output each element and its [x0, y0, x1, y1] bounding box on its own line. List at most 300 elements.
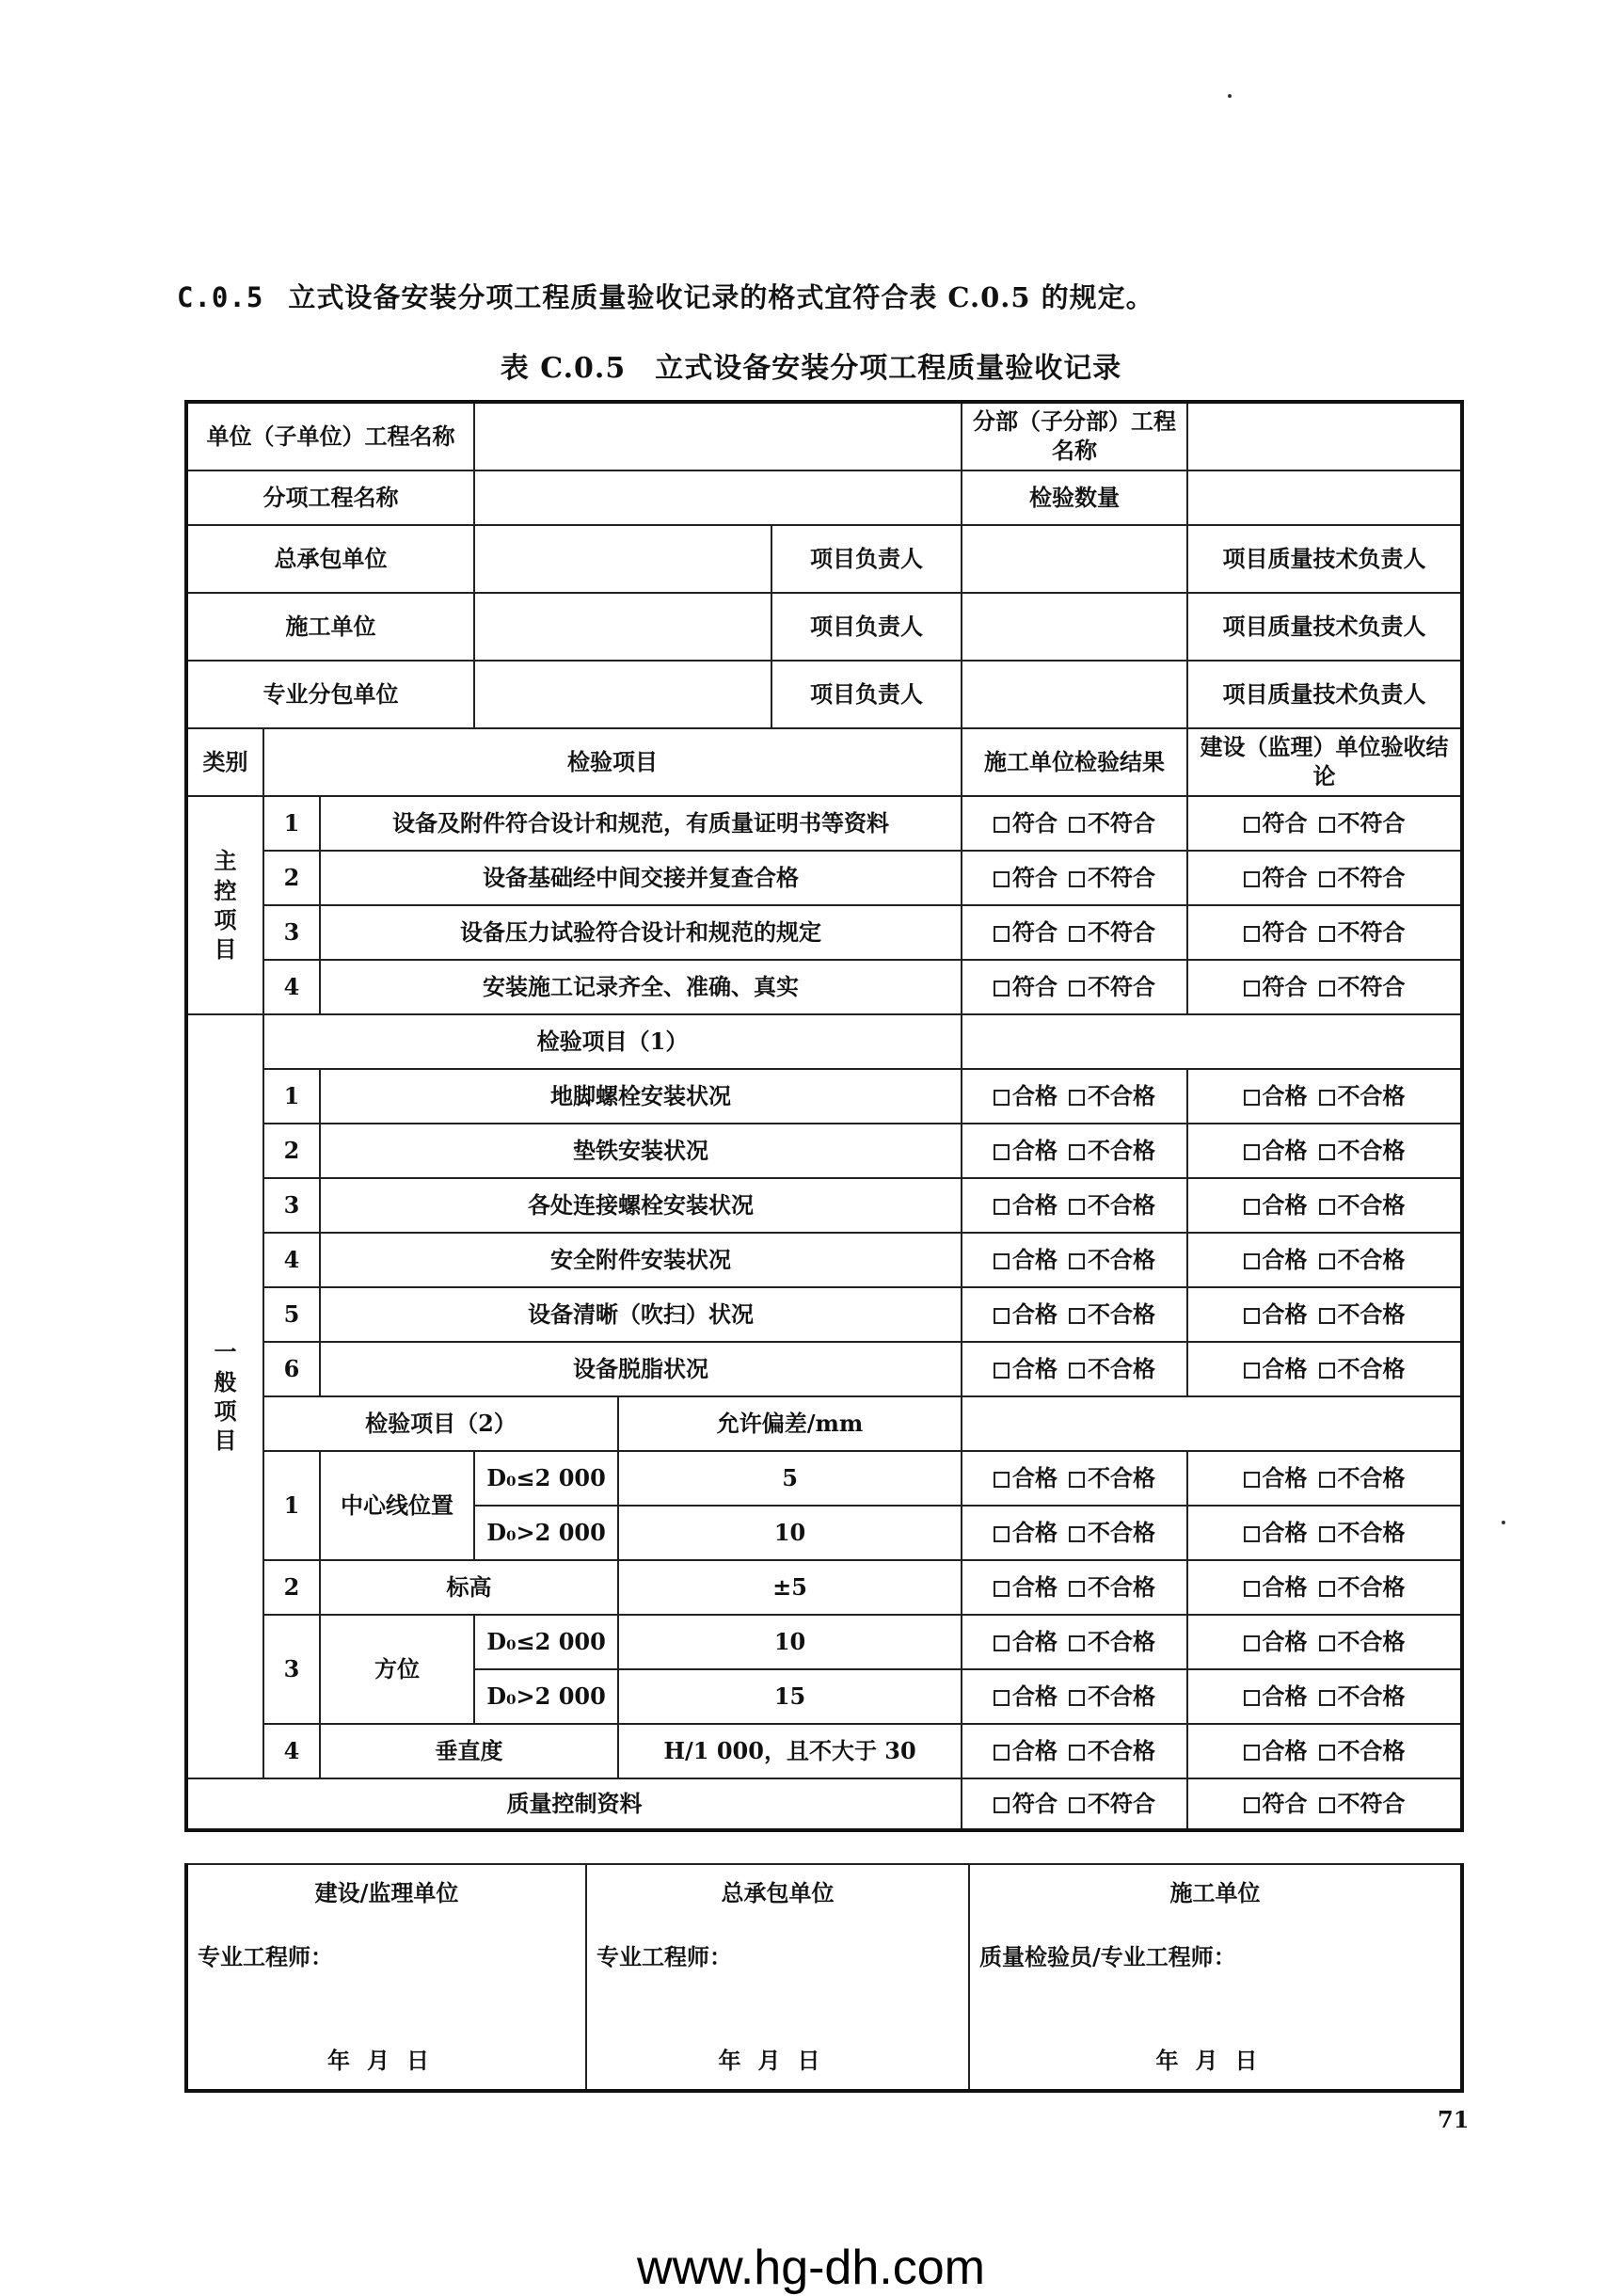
checkbox-icon[interactable]	[1244, 1253, 1260, 1269]
construction-result-cell[interactable]	[962, 1287, 1187, 1342]
check-options	[994, 1682, 1155, 1710]
pass-option[interactable]	[1244, 1246, 1308, 1273]
conform-option[interactable]	[1244, 973, 1308, 1000]
checkbox-icon[interactable]	[1319, 1635, 1335, 1651]
general-group2-header-row	[186, 1396, 1462, 1451]
conform-option[interactable]	[994, 1790, 1057, 1817]
pass-option[interactable]	[994, 1573, 1057, 1601]
checkbox-icon[interactable]	[994, 926, 1010, 942]
fail-option[interactable]	[1319, 1082, 1406, 1109]
option-label: 合格	[1262, 1463, 1308, 1491]
checkbox-icon[interactable]	[994, 1745, 1010, 1761]
option-label: 合格	[1262, 1518, 1308, 1546]
pass-option[interactable]	[994, 1355, 1057, 1382]
supervision-conclusion-cell[interactable]	[1187, 1669, 1462, 1724]
checkbox-icon[interactable]	[1244, 1199, 1260, 1215]
option-label: 不合格	[1337, 1081, 1406, 1109]
check-options	[1244, 1137, 1406, 1164]
not-conform-option[interactable]	[1319, 1790, 1406, 1817]
construction-result-cell[interactable]	[962, 960, 1187, 1014]
checkbox-icon[interactable]	[994, 1797, 1010, 1813]
clause-text: 立式设备安装分项工程质量验收记录的格式宜符合表 C.0.5 的规定。	[288, 281, 1154, 313]
option-label: 不合格	[1337, 1736, 1406, 1764]
item-number: 2	[263, 1560, 320, 1615]
conform-option[interactable]	[994, 864, 1057, 891]
checkbox-icon[interactable]	[994, 1308, 1010, 1324]
option-label: 不合格	[1337, 1627, 1406, 1655]
fail-option[interactable]	[1319, 1573, 1406, 1601]
fail-option[interactable]	[1069, 1246, 1155, 1273]
supervision-conclusion-cell[interactable]	[1187, 1124, 1462, 1178]
supervision-conclusion-cell[interactable]	[1187, 1342, 1462, 1396]
checkbox-icon[interactable]	[1319, 1745, 1335, 1761]
construction-result-cell[interactable]	[962, 1669, 1187, 1724]
checkbox-icon[interactable]	[1319, 1144, 1335, 1160]
option-label: 不符合	[1337, 863, 1406, 891]
construction-result-cell[interactable]	[962, 1069, 1187, 1124]
item-text: 垫铁安装状况	[320, 1124, 962, 1178]
checkbox-icon[interactable]	[1244, 817, 1260, 833]
option-label: 符合	[1012, 863, 1058, 891]
checkbox-icon[interactable]	[1244, 1690, 1260, 1706]
option-label: 不合格	[1337, 1299, 1406, 1328]
checkbox-icon[interactable]	[1319, 1797, 1335, 1813]
not-conform-option[interactable]	[1319, 973, 1406, 1000]
checkbox-icon[interactable]	[1244, 926, 1260, 942]
item-number: 1	[263, 1069, 320, 1124]
option-label: 合格	[1262, 1572, 1308, 1601]
checkbox-icon[interactable]	[1244, 871, 1260, 887]
signature-date: 年月日	[1155, 2047, 1275, 2074]
subitem-value[interactable]	[474, 470, 962, 525]
fail-option[interactable]	[1319, 1628, 1406, 1655]
pass-option[interactable]	[1244, 1519, 1308, 1546]
check-options	[994, 1464, 1155, 1491]
fail-option[interactable]	[1069, 1519, 1155, 1546]
pass-option[interactable]	[1244, 1464, 1308, 1491]
checkbox-icon[interactable]	[1244, 1526, 1260, 1542]
general-item-row	[186, 1178, 1462, 1233]
not-conform-option[interactable]	[1069, 1790, 1155, 1817]
fail-option[interactable]	[1069, 1573, 1155, 1601]
fail-option[interactable]	[1319, 1191, 1406, 1219]
checkbox-icon[interactable]	[1069, 1090, 1085, 1106]
quality-tech-label: 项目质量技术负责人	[1187, 661, 1462, 728]
conform-option[interactable]	[994, 973, 1057, 1000]
fail-option[interactable]	[1069, 1628, 1155, 1655]
pass-option[interactable]	[1244, 1082, 1308, 1109]
checkbox-icon[interactable]	[1319, 1363, 1335, 1379]
option-label: 合格	[1012, 1354, 1058, 1382]
signature-role: 专业工程师：	[198, 1943, 333, 1970]
checkbox-icon[interactable]	[994, 1363, 1010, 1379]
pass-option[interactable]	[1244, 1191, 1308, 1219]
pass-option[interactable]	[994, 1628, 1057, 1655]
fail-option[interactable]	[1319, 1737, 1406, 1764]
fail-option[interactable]	[1069, 1137, 1155, 1164]
signature-date: 年月日	[718, 2047, 837, 2074]
condition: D₀≤2 000	[474, 1615, 618, 1669]
quality-docs-row	[186, 1778, 1462, 1830]
construction-result-cell[interactable]	[962, 1560, 1187, 1615]
construction-result-cell[interactable]	[962, 1178, 1187, 1233]
pass-option[interactable]	[1244, 1300, 1308, 1328]
watermark-url: www.hg-dh.com	[637, 2240, 985, 2295]
header-row-general-contractor	[186, 525, 1462, 593]
group2-title: 检验项目（2）	[263, 1396, 618, 1451]
pass-option[interactable]	[1244, 1682, 1308, 1710]
option-label: 不符合	[1337, 917, 1406, 946]
pass-option[interactable]	[1244, 1355, 1308, 1382]
fail-option[interactable]	[1319, 1464, 1406, 1491]
group2-blank	[962, 1396, 1462, 1451]
checkbox-icon[interactable]	[1319, 817, 1335, 833]
supervision-conclusion-cell[interactable]	[1187, 1233, 1462, 1287]
checkbox-icon[interactable]	[1069, 981, 1085, 997]
option-label: 合格	[1012, 1299, 1058, 1328]
construction-result-cell[interactable]	[962, 1342, 1187, 1396]
checkbox-icon[interactable]	[1244, 1363, 1260, 1379]
pass-option[interactable]	[994, 1737, 1057, 1764]
construction-result-cell[interactable]	[962, 1451, 1187, 1506]
fail-option[interactable]	[1069, 1737, 1155, 1764]
condition: D₀>2 000	[474, 1669, 618, 1724]
option-label: 合格	[1012, 1463, 1058, 1491]
checkbox-icon[interactable]	[1069, 1199, 1085, 1215]
supervision-conclusion-cell[interactable]	[1187, 1287, 1462, 1342]
construction-unit-value[interactable]	[474, 593, 771, 661]
supervision-conclusion-cell[interactable]	[1187, 905, 1462, 960]
fail-option[interactable]	[1069, 1355, 1155, 1382]
checkbox-icon[interactable]	[994, 871, 1010, 887]
fail-option[interactable]	[1069, 1191, 1155, 1219]
pass-option[interactable]	[1244, 1737, 1308, 1764]
option-label: 合格	[1262, 1245, 1308, 1273]
fail-option[interactable]	[1319, 1682, 1406, 1710]
checkbox-icon[interactable]	[994, 1581, 1010, 1597]
general-item-row	[186, 1124, 1462, 1178]
check-options	[994, 864, 1155, 891]
option-label: 合格	[1262, 1354, 1308, 1382]
item-number: 3	[263, 1615, 320, 1724]
check-options	[1244, 1682, 1406, 1710]
tolerance-value: 15	[618, 1669, 962, 1724]
pass-option[interactable]	[994, 1519, 1057, 1546]
checkbox-icon[interactable]	[994, 1635, 1010, 1651]
signature-title: 施工单位	[1169, 1879, 1261, 1906]
option-label: 不符合	[1088, 1789, 1156, 1817]
pass-option[interactable]	[994, 1191, 1057, 1219]
construction-result-cell[interactable]	[962, 1615, 1187, 1669]
checkbox-icon[interactable]	[1069, 1308, 1085, 1324]
option-label: 不合格	[1088, 1299, 1156, 1328]
group1-blank	[962, 1014, 1462, 1069]
checkbox-icon[interactable]	[994, 1690, 1010, 1706]
not-conform-option[interactable]	[1069, 973, 1155, 1000]
fail-option[interactable]	[1319, 1519, 1406, 1546]
signature-date: 年月日	[327, 2047, 446, 2074]
checkbox-icon[interactable]	[994, 1199, 1010, 1215]
scan-speck	[1228, 94, 1232, 98]
clause-heading	[177, 277, 1154, 315]
item-number: 3	[263, 905, 320, 960]
option-label: 合格	[1012, 1190, 1058, 1219]
pass-option[interactable]	[1244, 1573, 1308, 1601]
item-number: 5	[263, 1287, 320, 1342]
not-conform-option[interactable]	[1319, 809, 1406, 837]
option-label: 不合格	[1337, 1518, 1406, 1546]
signature-role: 质量检验员/专业工程师：	[979, 1943, 1236, 1970]
pass-option[interactable]	[994, 1300, 1057, 1328]
option-label: 不合格	[1088, 1354, 1156, 1382]
tolerance-value: 5	[618, 1451, 962, 1506]
conform-option[interactable]	[994, 809, 1057, 837]
construction-result-cell[interactable]	[962, 1233, 1187, 1287]
construction-result-cell[interactable]	[962, 1724, 1187, 1778]
checkbox-icon[interactable]	[1319, 1308, 1335, 1324]
construction-result-cell[interactable]	[962, 851, 1187, 905]
unit-label: 单位（子单位）工程名称	[186, 402, 474, 470]
conform-option[interactable]	[1244, 1790, 1308, 1817]
checkbox-icon[interactable]	[1244, 1745, 1260, 1761]
header-row-construction-unit	[186, 593, 1462, 661]
checkbox-icon[interactable]	[1069, 1797, 1085, 1813]
check-options	[1244, 1519, 1406, 1546]
checkbox-icon[interactable]	[1069, 1253, 1085, 1269]
checkbox-icon[interactable]	[1069, 1144, 1085, 1160]
conform-option[interactable]	[1244, 918, 1308, 946]
option-label: 符合	[1012, 808, 1058, 837]
inspection-qty-value[interactable]	[1187, 470, 1462, 525]
general-contractor-value[interactable]	[474, 525, 771, 593]
supervision-conclusion-cell[interactable]	[1187, 1506, 1462, 1560]
checkbox-icon[interactable]	[1319, 1253, 1335, 1269]
conform-option[interactable]	[1244, 864, 1308, 891]
option-label: 不合格	[1088, 1190, 1156, 1219]
option-label: 不合格	[1337, 1682, 1406, 1710]
checkbox-icon[interactable]	[1319, 1472, 1335, 1488]
supervision-conclusion-cell[interactable]	[1187, 960, 1462, 1014]
checkbox-icon[interactable]	[1244, 1090, 1260, 1106]
fail-option[interactable]	[1069, 1082, 1155, 1109]
condition: D₀≤2 000	[474, 1451, 618, 1506]
supervision-conclusion-cell[interactable]	[1187, 1451, 1462, 1506]
supervision-conclusion-cell[interactable]	[1187, 1560, 1462, 1615]
pass-option[interactable]	[994, 1137, 1057, 1164]
check-options	[994, 1573, 1155, 1601]
item-text: 设备脱脂状况	[320, 1342, 962, 1396]
check-options	[1244, 1628, 1406, 1655]
pass-option[interactable]	[994, 1464, 1057, 1491]
tolerance-header: 允许偏差/mm	[618, 1396, 962, 1451]
option-label: 合格	[1262, 1682, 1308, 1710]
project-manager-value[interactable]	[962, 525, 1187, 593]
option-label: 不合格	[1088, 1627, 1156, 1655]
checkbox-icon[interactable]	[1069, 1690, 1085, 1706]
checkbox-icon[interactable]	[994, 1253, 1010, 1269]
fail-option[interactable]	[1069, 1464, 1155, 1491]
pass-option[interactable]	[994, 1082, 1057, 1109]
option-label: 符合	[1012, 917, 1058, 946]
check-options	[994, 1246, 1155, 1273]
option-label: 合格	[1012, 1518, 1058, 1546]
fail-option[interactable]	[1319, 1137, 1406, 1164]
option-label: 不合格	[1337, 1572, 1406, 1601]
construction-result-cell[interactable]	[962, 1124, 1187, 1178]
option-label: 符合	[1262, 1789, 1308, 1817]
checkbox-icon[interactable]	[994, 817, 1010, 833]
option-label: 不合格	[1088, 1463, 1156, 1491]
checkbox-icon[interactable]	[1244, 1472, 1260, 1488]
signature-block-construction-unit	[969, 1864, 1462, 2091]
checkbox-icon[interactable]	[1319, 926, 1335, 942]
supervision-conclusion-cell[interactable]	[1187, 1178, 1462, 1233]
conform-option[interactable]	[1244, 809, 1308, 837]
option-label: 合格	[1262, 1736, 1308, 1764]
tolerance-value: 10	[618, 1615, 962, 1669]
pass-option[interactable]	[1244, 1137, 1308, 1164]
not-conform-option[interactable]	[1319, 918, 1406, 946]
option-label: 不合格	[1088, 1245, 1156, 1273]
option-label: 不符合	[1337, 808, 1406, 837]
item-text: 设备压力试验符合设计和规范的规定	[320, 905, 962, 960]
supervision-conclusion-cell[interactable]	[1187, 1724, 1462, 1778]
option-label: 不合格	[1337, 1463, 1406, 1491]
check-options	[1244, 1355, 1406, 1382]
not-conform-option[interactable]	[1069, 918, 1155, 946]
supervision-conclusion-cell[interactable]	[1187, 851, 1462, 905]
pass-option[interactable]	[994, 1246, 1057, 1273]
checkbox-icon[interactable]	[1069, 1581, 1085, 1597]
quality-tech-label: 项目质量技术负责人	[1187, 525, 1462, 593]
fail-option[interactable]	[1069, 1682, 1155, 1710]
main-control-row	[186, 796, 1462, 851]
checkbox-icon[interactable]	[994, 981, 1010, 997]
checkbox-icon[interactable]	[1319, 1581, 1335, 1597]
option-label: 不符合	[1088, 863, 1156, 891]
option-label: 符合	[1262, 917, 1308, 946]
check-options	[1244, 1464, 1406, 1491]
project-manager-value[interactable]	[962, 593, 1187, 661]
pass-option[interactable]	[994, 1682, 1057, 1710]
checkbox-icon[interactable]	[1069, 1472, 1085, 1488]
option-label: 不符合	[1337, 1789, 1406, 1817]
checkbox-icon[interactable]	[1319, 1526, 1335, 1542]
option-label: 不符合	[1337, 972, 1406, 1000]
checkbox-icon[interactable]	[1244, 1797, 1260, 1813]
option-label: 合格	[1262, 1190, 1308, 1219]
signature-title: 建设/监理单位	[314, 1879, 459, 1906]
check-options	[994, 1300, 1155, 1328]
orientation-row-a	[186, 1615, 1462, 1669]
checkbox-icon[interactable]	[1319, 1090, 1335, 1106]
check-options	[994, 1519, 1155, 1546]
project-manager-value[interactable]	[962, 661, 1187, 728]
check-options	[1244, 1737, 1406, 1764]
checkbox-icon[interactable]	[1069, 1635, 1085, 1651]
conform-option[interactable]	[994, 918, 1057, 946]
pass-option[interactable]	[1244, 1628, 1308, 1655]
construction-result-cell[interactable]	[962, 1778, 1187, 1830]
construction-result-cell[interactable]	[962, 1506, 1187, 1560]
checkbox-icon[interactable]	[994, 1090, 1010, 1106]
construction-result-header: 施工单位检验结果	[962, 728, 1187, 796]
project-manager-label: 项目负责人	[771, 525, 962, 593]
checkbox-icon[interactable]	[1069, 1745, 1085, 1761]
check-options	[1244, 809, 1406, 837]
elevation-row	[186, 1560, 1462, 1615]
item-number: 3	[263, 1178, 320, 1233]
supervision-conclusion-cell[interactable]	[1187, 1069, 1462, 1124]
division-value[interactable]	[1187, 402, 1462, 470]
checkbox-icon[interactable]	[1069, 817, 1085, 833]
option-label: 不合格	[1337, 1136, 1406, 1164]
checkbox-icon[interactable]	[1319, 1690, 1335, 1706]
general-item-row	[186, 1069, 1462, 1124]
centerline-row-a	[186, 1451, 1462, 1506]
fail-option[interactable]	[1319, 1246, 1406, 1273]
clause-number: C.0.5	[177, 281, 264, 313]
item-number: 4	[263, 1724, 320, 1778]
option-label: 不合格	[1088, 1682, 1156, 1710]
not-conform-option[interactable]	[1069, 864, 1155, 891]
fail-option[interactable]	[1319, 1300, 1406, 1328]
supervision-conclusion-cell[interactable]	[1187, 796, 1462, 851]
checkbox-icon[interactable]	[1069, 871, 1085, 887]
page-number: 71	[1438, 2106, 1470, 2133]
check-options	[994, 1082, 1155, 1109]
checkbox-icon[interactable]	[1244, 1635, 1260, 1651]
construction-result-cell[interactable]	[962, 905, 1187, 960]
subcontractor-value[interactable]	[474, 661, 771, 728]
subitem-label: 分项工程名称	[186, 470, 474, 525]
item-number: 2	[263, 1124, 320, 1178]
checkbox-icon[interactable]	[1244, 1308, 1260, 1324]
checkbox-icon[interactable]	[1069, 1526, 1085, 1542]
option-label: 符合	[1262, 972, 1308, 1000]
not-conform-option[interactable]	[1069, 809, 1155, 837]
category-header: 类别	[186, 728, 263, 796]
not-conform-option[interactable]	[1319, 864, 1406, 891]
signature-role: 专业工程师：	[596, 1943, 732, 1970]
checkbox-icon[interactable]	[1319, 981, 1335, 997]
supervision-conclusion-cell[interactable]	[1187, 1778, 1462, 1830]
checkbox-icon[interactable]	[1244, 981, 1260, 997]
unit-value[interactable]	[474, 402, 962, 470]
header-row-unit	[186, 402, 1462, 470]
check-options	[1244, 1082, 1406, 1109]
checkbox-icon[interactable]	[1319, 1199, 1335, 1215]
tolerance-value: H/1 000，且不大于 30	[618, 1724, 962, 1778]
supervision-conclusion-cell[interactable]	[1187, 1615, 1462, 1669]
checkbox-icon[interactable]	[1244, 1581, 1260, 1597]
checkbox-icon[interactable]	[1244, 1144, 1260, 1160]
option-label: 不合格	[1088, 1518, 1156, 1546]
option-label: 不合格	[1337, 1354, 1406, 1382]
checkbox-icon[interactable]	[994, 1144, 1010, 1160]
checkbox-icon[interactable]	[994, 1526, 1010, 1542]
fail-option[interactable]	[1319, 1355, 1406, 1382]
fail-option[interactable]	[1069, 1300, 1155, 1328]
check-options	[994, 1790, 1155, 1817]
checkbox-icon[interactable]	[1319, 871, 1335, 887]
header-row-subitem	[186, 470, 1462, 525]
checkbox-icon[interactable]	[994, 1472, 1010, 1488]
construction-result-cell[interactable]	[962, 796, 1187, 851]
checkbox-icon[interactable]	[1069, 926, 1085, 942]
checkbox-icon[interactable]	[1069, 1363, 1085, 1379]
quality-tech-label: 项目质量技术负责人	[1187, 593, 1462, 661]
